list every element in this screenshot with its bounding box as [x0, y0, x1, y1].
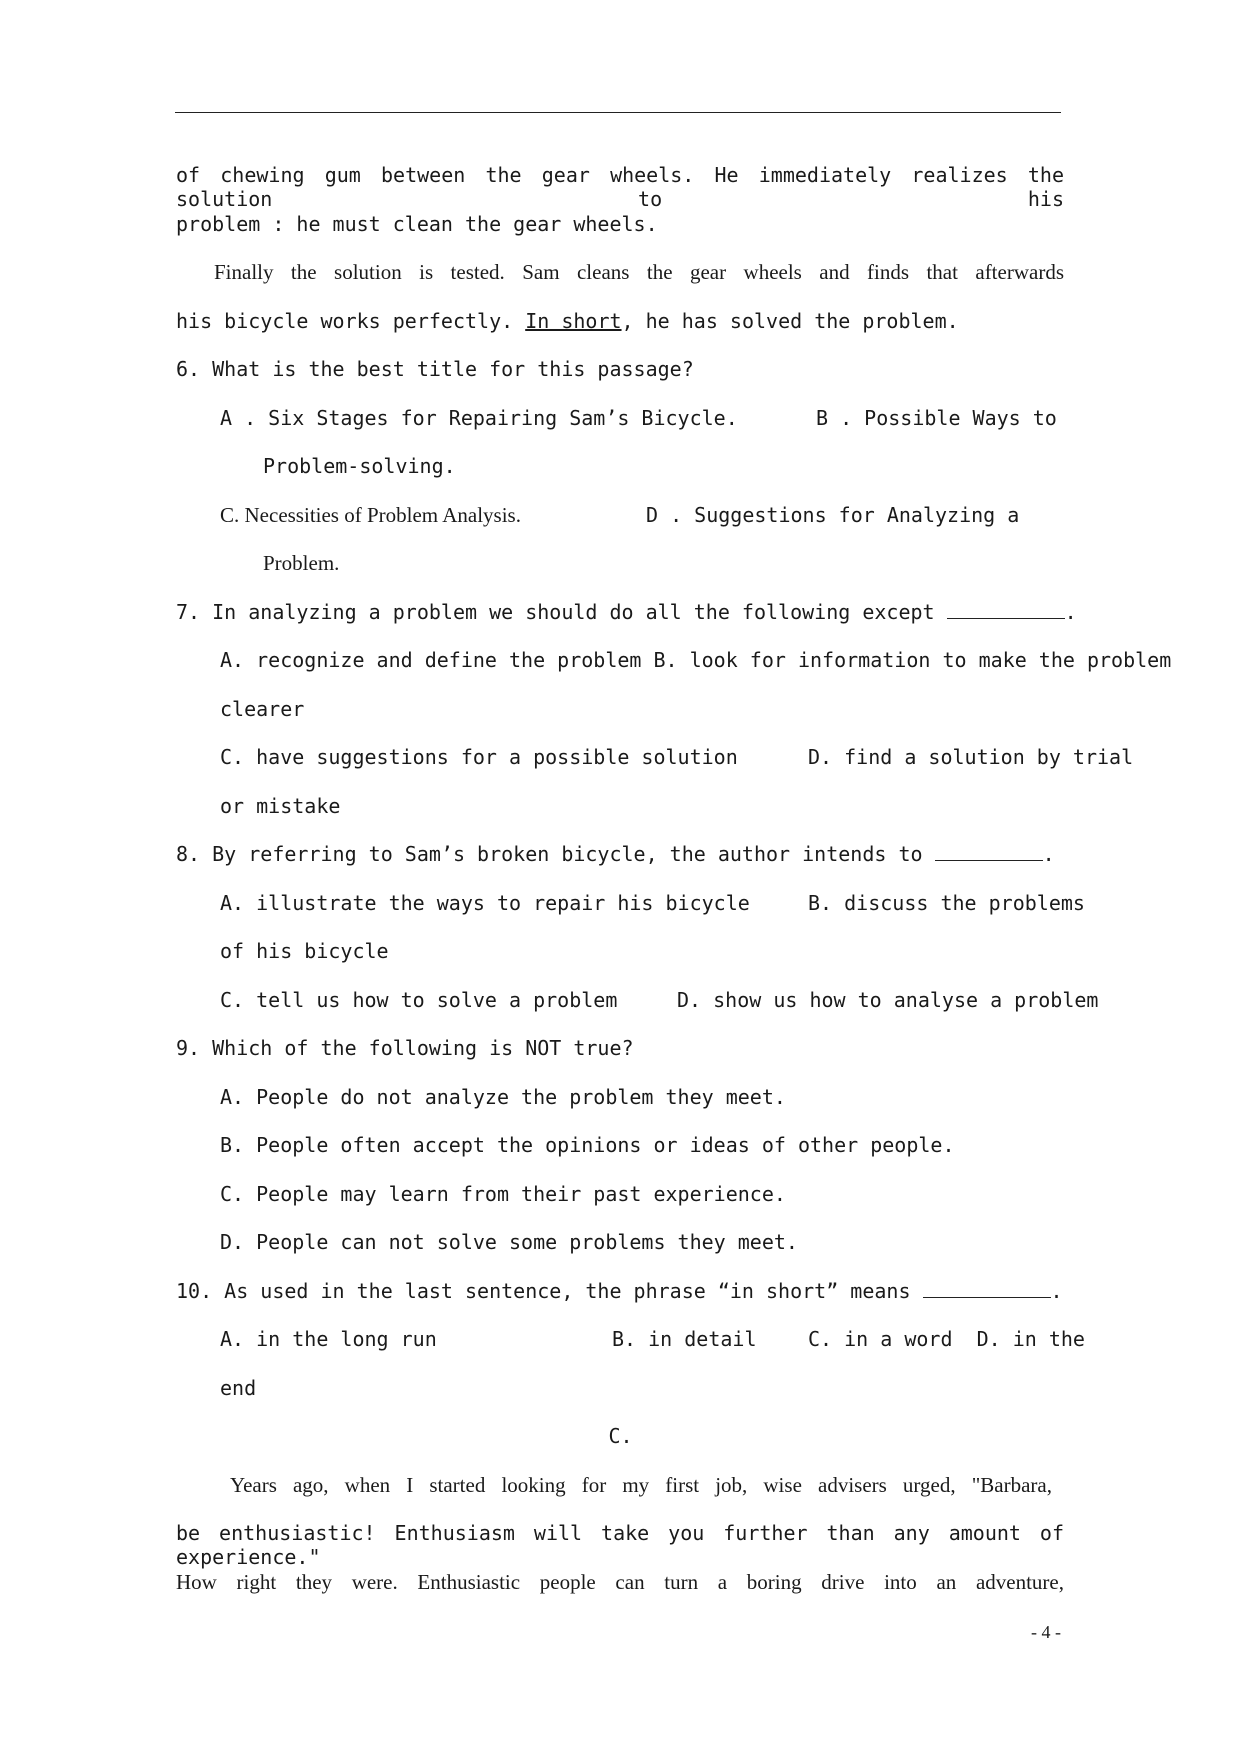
option-c-d: C. in a word D. in the	[808, 1327, 1085, 1351]
question-stem: 6. What is the best title for this passage?	[176, 357, 694, 381]
option-d: D. find a solution by trial	[808, 745, 1134, 769]
option-b: B . Possible Ways to	[816, 406, 1057, 430]
passage-line: How right they were. Enthusiastic people can turn a boring drive into an adventure,	[176, 1570, 1064, 1594]
passage-line: Finally the solution is tested. Sam cleans the gear wheels and finds that afterwards	[214, 260, 1064, 284]
option-b-continued: clearer	[220, 697, 305, 721]
option-a-b: A. recognize and define the problem B. look for information to make the problem	[220, 648, 1172, 672]
option-a: A. illustrate the ways to repair his bicycle	[220, 891, 750, 915]
stem-text: 7. In analyzing a problem we should do all the following except	[176, 600, 947, 624]
question-stem	[176, 1279, 1064, 1303]
option-b: B. discuss the problems	[808, 891, 1085, 915]
stem-end: .	[1050, 1279, 1063, 1303]
question-stem	[176, 842, 1064, 866]
option-a: A. People do not analyze the problem they meet.	[220, 1085, 786, 1109]
stem-end: .	[1064, 600, 1077, 624]
option-c: C. Necessities of Problem Analysis.	[220, 503, 521, 527]
page-number: - 4 -	[1031, 1622, 1061, 1642]
option-a: A . Six Stages for Repairing Sam’s Bicycle.	[220, 406, 738, 430]
passage-line: Years ago, when I started looking for my first job, wise advisers urged, "Barbara,	[230, 1473, 1052, 1497]
option-b-continued: of his bicycle	[220, 939, 389, 963]
stem-end: .	[1042, 842, 1055, 866]
answer-blank	[923, 1279, 1051, 1298]
underlined-phrase: In short	[525, 309, 622, 333]
passage-line: of chewing gum between the gear wheels. He immediately realizes the solution to his	[176, 163, 1064, 211]
option-b-continued: Problem-solving.	[263, 454, 456, 478]
answer-blank	[935, 842, 1043, 861]
passage-line	[176, 309, 1064, 333]
answer-blank	[947, 600, 1065, 619]
option-b: B. People often accept the opinions or ideas of other people.	[220, 1133, 955, 1157]
stem-text: 10. As used in the last sentence, the phrase “in short” means	[176, 1279, 923, 1303]
option-d: D. show us how to analyse a problem	[677, 988, 1099, 1012]
option-d-continued: or mistake	[220, 794, 341, 818]
question-stem: 9. Which of the following is NOT true?	[176, 1036, 634, 1060]
passage-line: be enthusiastic! Enthusiasm will take you further than any amount of experience."	[176, 1521, 1064, 1569]
option-c: C. People may learn from their past experience.	[220, 1182, 786, 1206]
passage-line: problem : he must clean the gear wheels.	[176, 212, 658, 236]
option-a: A. in the long run	[220, 1327, 437, 1351]
option-d: D . Suggestions for Analyzing a	[646, 503, 1020, 527]
option-c: C. have suggestions for a possible solution	[220, 745, 738, 769]
stem-text: 8. By referring to Sam’s broken bicycle, the author intends to	[176, 842, 935, 866]
option-c: C. tell us how to solve a problem	[220, 988, 618, 1012]
passage-text: , he has solved the problem.	[621, 309, 959, 333]
passage-text: his bicycle works perfectly.	[176, 309, 526, 333]
option-d-continued: Problem.	[263, 551, 340, 575]
header-rule	[175, 112, 1061, 113]
option-d: D. People can not solve some problems they meet.	[220, 1230, 798, 1254]
option-d-continued: end	[220, 1376, 257, 1400]
option-b: B. in detail	[612, 1327, 757, 1351]
section-heading: C.	[608, 1424, 633, 1448]
question-stem	[176, 600, 1077, 624]
